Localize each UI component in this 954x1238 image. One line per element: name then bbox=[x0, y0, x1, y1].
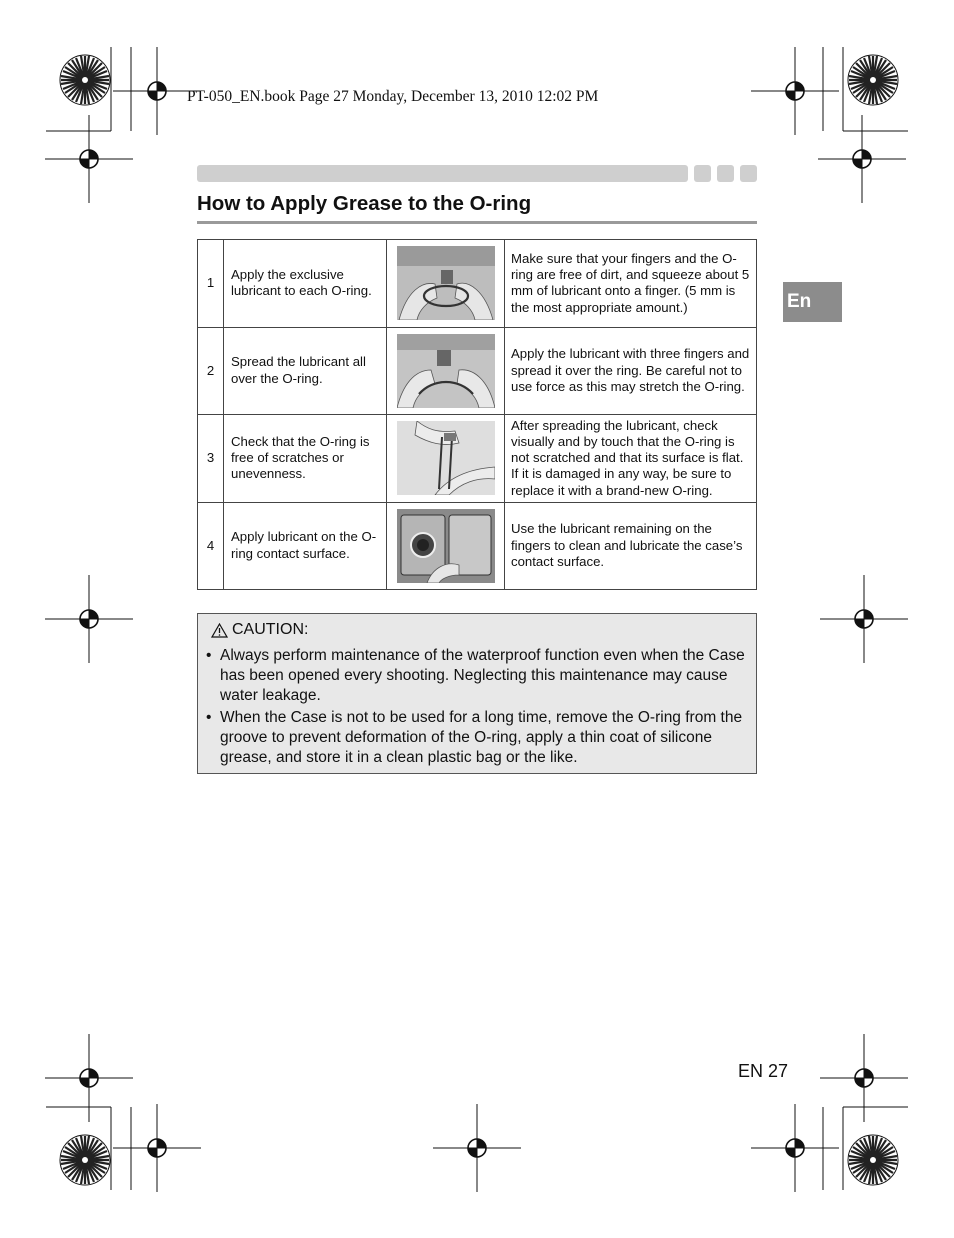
step-instruction: Spread the lubricant all over the O-ring. bbox=[224, 327, 387, 415]
title-underline bbox=[197, 221, 757, 224]
step-number: 4 bbox=[198, 502, 224, 590]
caution-heading-row bbox=[211, 621, 308, 639]
step-instruction: Check that the O-ring is free of scratches or unevenness. bbox=[224, 415, 387, 503]
steps-table bbox=[197, 239, 757, 590]
title-bar-square bbox=[740, 165, 757, 182]
bullet: • bbox=[206, 647, 212, 664]
photo-spreading-lubricant-icon bbox=[397, 334, 495, 408]
bullet: • bbox=[206, 709, 212, 726]
step-note: Make sure that your fingers and the O-ring are free of dirt, and squeeze about 5 mm of lubricant onto a finger. (5 mm is the most appropriate amount.) bbox=[505, 240, 757, 328]
table-row bbox=[198, 502, 757, 590]
title-bar-square bbox=[694, 165, 711, 182]
step-number: 1 bbox=[198, 240, 224, 328]
language-tab: En bbox=[783, 282, 842, 322]
caution-heading: CAUTION: bbox=[232, 621, 309, 638]
step-note: Use the lubricant remaining on the fingers to clean and lubricate the case’s contact surface. bbox=[505, 502, 757, 590]
caution-text: Always perform maintenance of the waterproof function even when the Case has been opened every shooting. Neglecting this maintenance may cause water leakage. bbox=[220, 647, 745, 704]
photo-case-contact-surface-icon bbox=[397, 509, 495, 583]
step-number: 3 bbox=[198, 415, 224, 503]
caution-list bbox=[206, 646, 746, 770]
caution-text: When the Case is not to be used for a long time, remove the O-ring from the groove to prevent deformation of the O-ring, apply a thin coat of silicone grease, and store it in a clean plastic bag or the like. bbox=[220, 709, 743, 766]
photo-checking-o-ring-icon bbox=[397, 421, 495, 495]
list-item bbox=[206, 646, 746, 706]
section-title-bar bbox=[197, 165, 688, 182]
step-note: Apply the lubricant with three fingers and spread it over the ring. Be careful not to use force as this may stretch the O-ring. bbox=[505, 327, 757, 415]
photo-hands-applying-lubricant-icon bbox=[397, 246, 495, 320]
step-instruction: Apply lubricant on the O-ring contact surface. bbox=[224, 502, 387, 590]
step-instruction: Apply the exclusive lubricant to each O-ring. bbox=[224, 240, 387, 328]
page-number: EN 27 bbox=[738, 1061, 789, 1081]
table-row bbox=[198, 327, 757, 415]
table-row bbox=[198, 240, 757, 328]
warning-triangle-icon bbox=[211, 623, 228, 638]
list-item bbox=[206, 708, 746, 768]
table-row bbox=[198, 415, 757, 503]
page-title: How to Apply Grease to the O-ring bbox=[197, 192, 532, 215]
caution-box bbox=[197, 613, 757, 774]
print-header: PT-050_EN.book Page 27 Monday, December 13, 2010 12:02 PM bbox=[187, 88, 599, 105]
step-note: After spreading the lubricant, check visually and by touch that the O-ring is not scratched and that its surface is flat. If it is damaged in any way, be sure to replace it with a brand-new O-ring. bbox=[505, 415, 757, 503]
step-number: 2 bbox=[198, 327, 224, 415]
title-bar-square bbox=[717, 165, 734, 182]
